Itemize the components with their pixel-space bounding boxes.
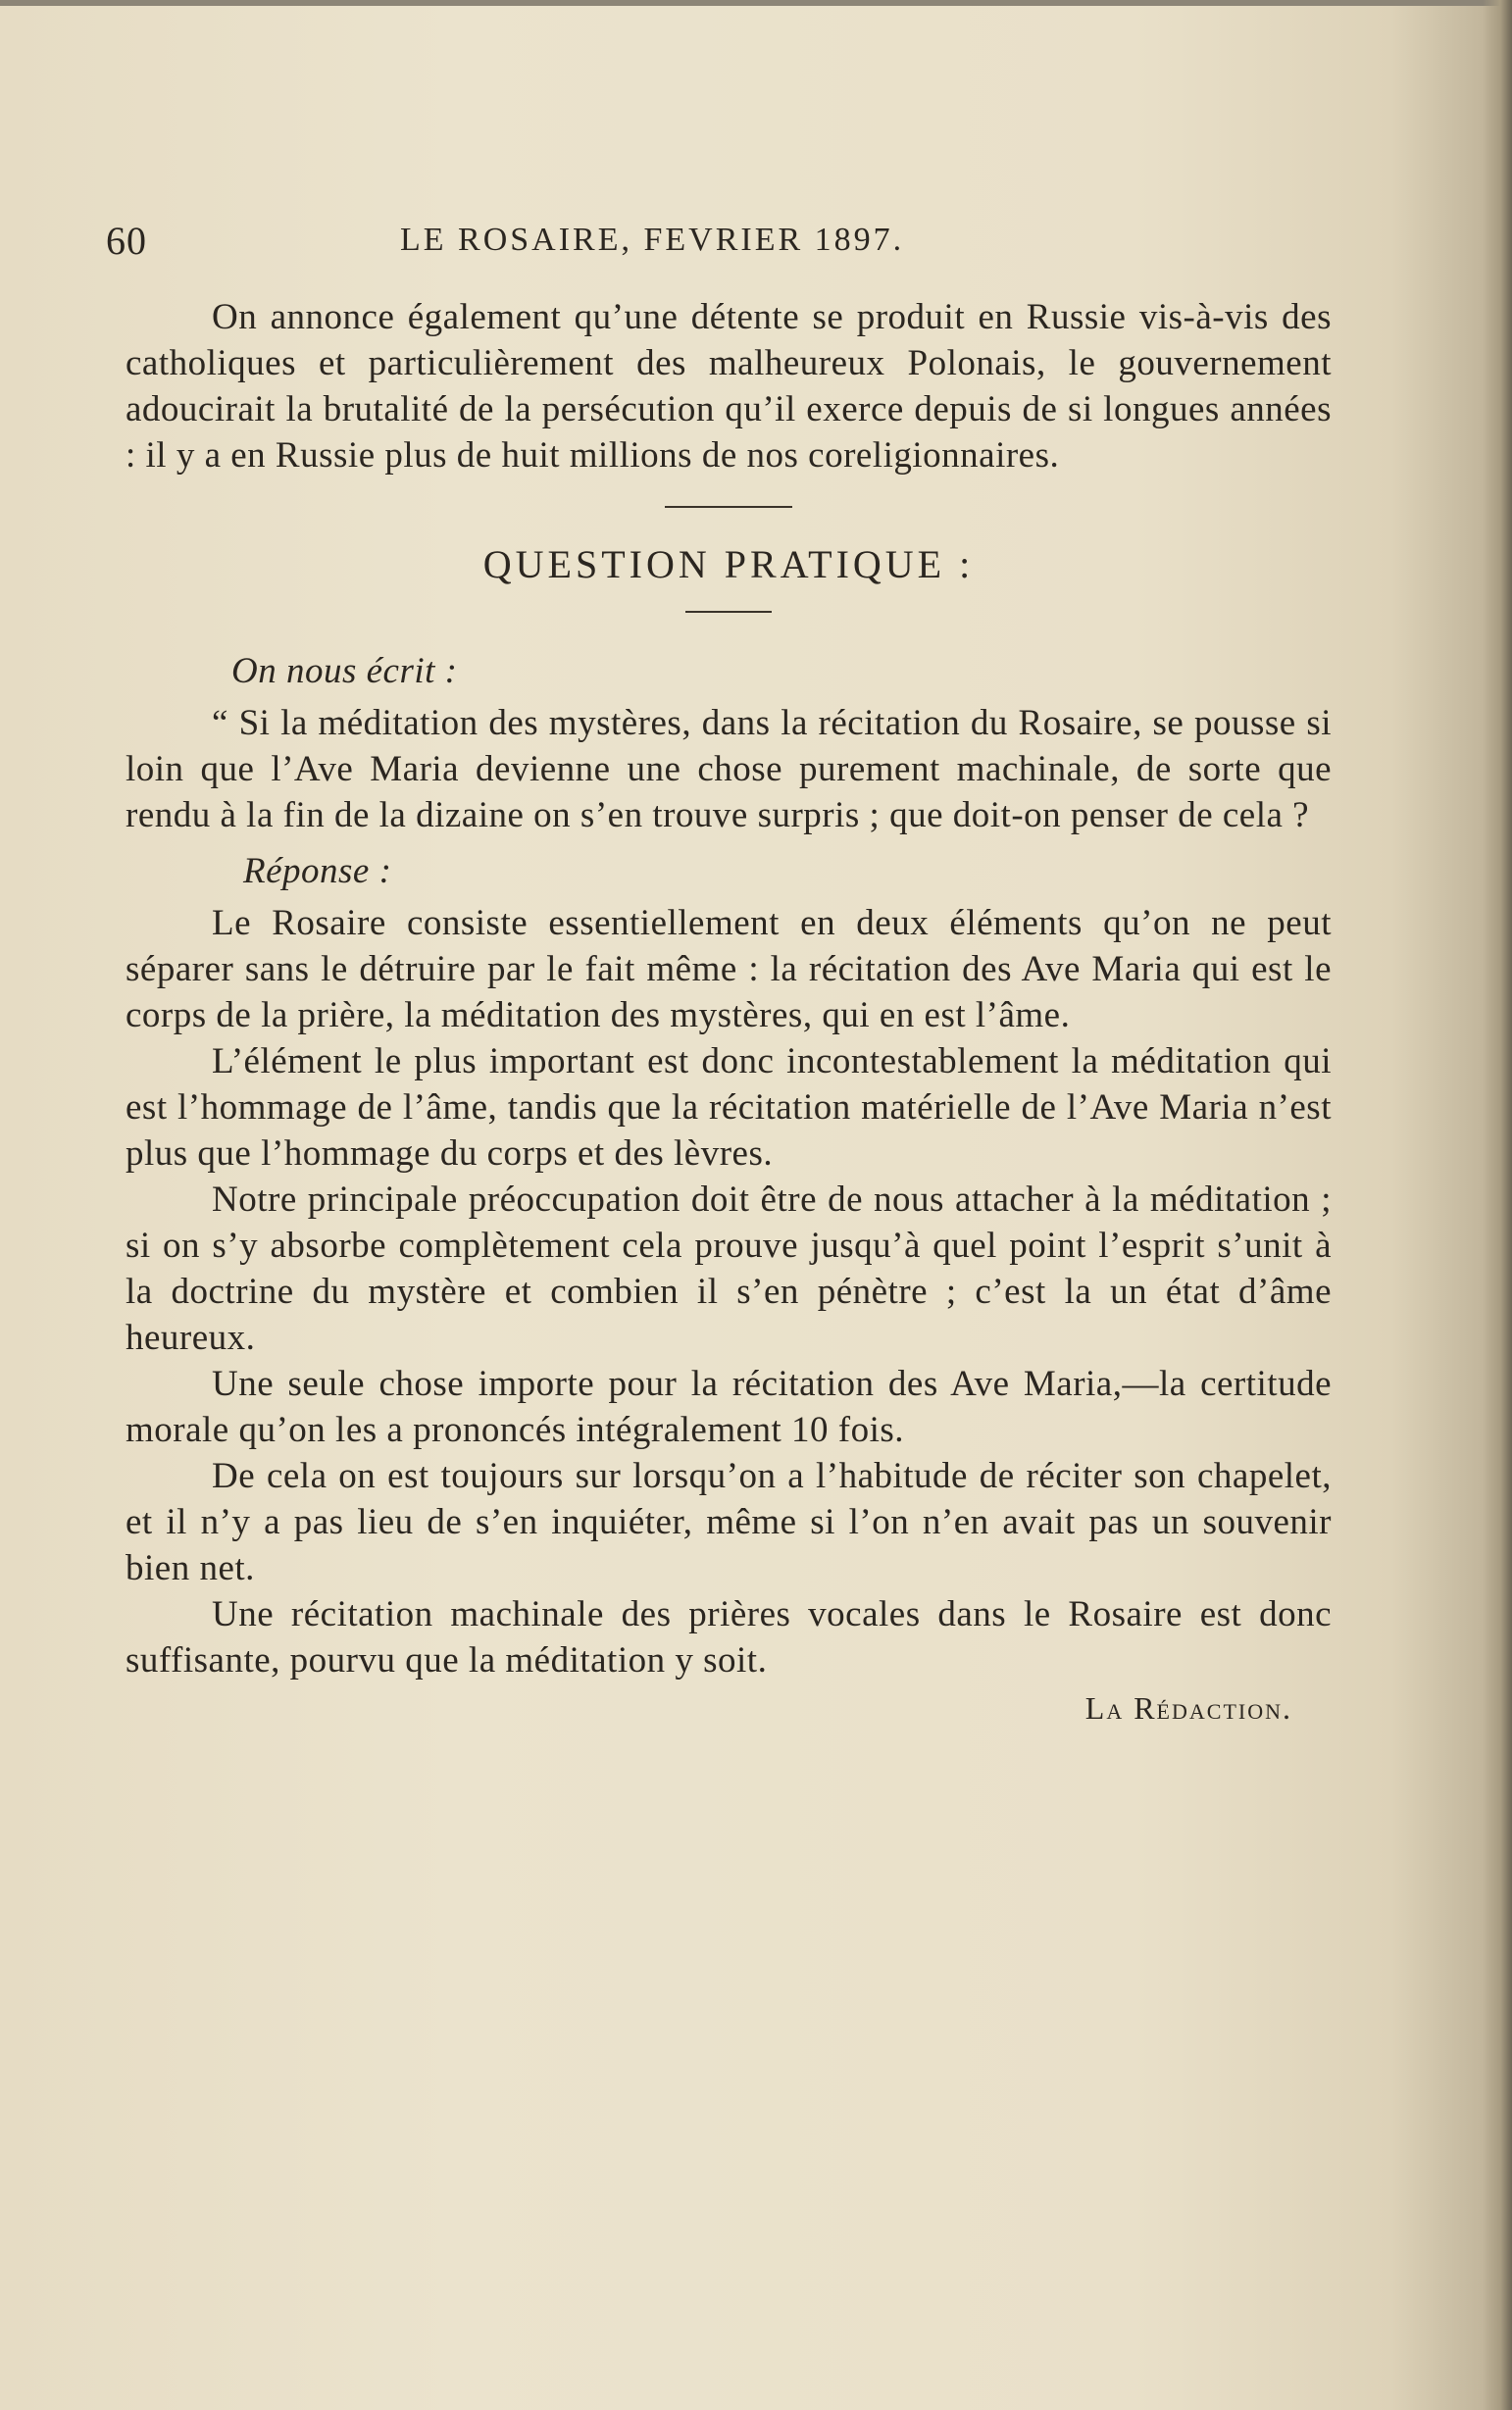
page-gutter-shadow — [1483, 0, 1512, 2410]
answer-label: Réponse : — [243, 851, 392, 891]
question-paragraph: “ Si la méditation des mystères, dans la récitation du Rosaire, se pousse si loin que l’Ave Maria devienne une chose purement machinale, de sorte que rendu à la fin de la dizaine on s’en trouve surpris ; que doit-on penser de cela ? — [126, 703, 1332, 835]
running-title: LE ROSAIRE, FEVRIER 1897. — [400, 222, 905, 258]
page-header — [106, 218, 1332, 267]
answer-paragraph: Le Rosaire consiste essentiellement en deux éléments qu’on ne peut séparer sans le détruire par le fait même : la récitation des Ave Maria qui est le corps de la prière, la méditation des mystères, qui en est l’âme. — [126, 903, 1332, 1035]
title-underline-rule — [685, 611, 772, 613]
section-divider — [665, 506, 792, 508]
question-label: On nous écrit : — [231, 651, 458, 691]
news-paragraph: On annonce également qu’une détente se produit en Russie vis-à-vis des catholiques et particulièrement des malheureux Polonais, le gouvernement adoucirait la brutalité de la persécution qu’il exerce depuis de si longues années : il y a en Russie plus de huit millions de nos coreligionnaires. — [126, 297, 1332, 476]
page-body — [126, 294, 1332, 1732]
answer-paragraph: Une récitation machinale des prières vocales dans le Rosaire est donc suffisante, pourvu que la méditation y soit. — [126, 1594, 1332, 1681]
answer-paragraph: De cela on est toujours sur lorsqu’on a l’habitude de réciter son chapelet, et il n’y a pas lieu de s’en inquiéter, même si l’on n’en avait pas un souvenir bien net. — [126, 1456, 1332, 1588]
answer-paragraph: Une seule chose importe pour la récitation des Ave Maria,—la certitude morale qu’on les a prononcés intégralement 10 fois. — [126, 1364, 1332, 1450]
page-number: 60 — [106, 219, 147, 263]
answer-paragraph: L’élément le plus important est donc incontestablement la méditation qui est l’hommage de l’âme, tandis que la récitation matérielle de l’Ave Maria n’est plus que l’hommage du corps et des lèvres. — [126, 1041, 1332, 1174]
page-top-edge — [0, 0, 1512, 6]
section-title: QUESTION PRATIQUE : — [482, 542, 975, 586]
signature: La Rédaction. — [1084, 1690, 1292, 1726]
answer-paragraph: Notre principale préoccupation doit être de nous attacher à la méditation ; si on s’y absorbe complètement cela prouve jusqu’à quel point l’esprit s’unit à la doctrine du mystère et combien il s’en pénètre ; c’est la un état d’âme heureux. — [126, 1180, 1332, 1358]
